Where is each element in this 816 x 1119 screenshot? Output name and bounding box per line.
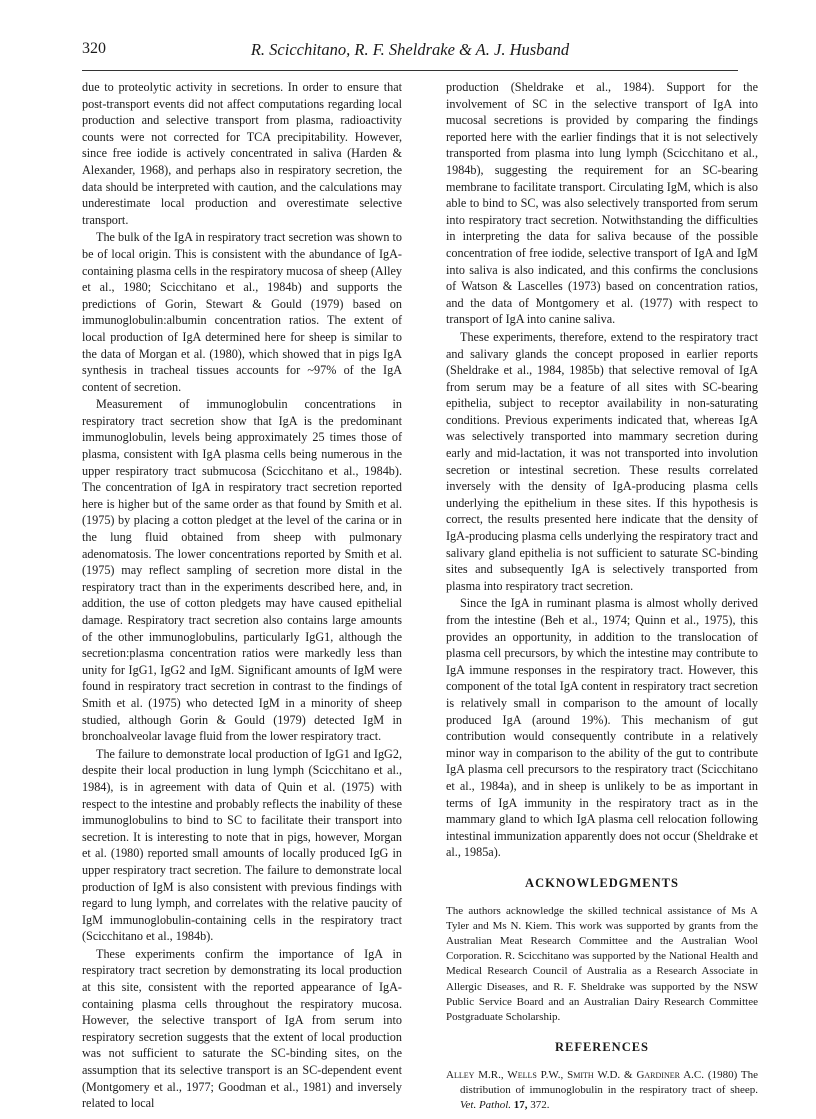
header-rule (82, 70, 738, 71)
running-head: R. Scicchitano, R. F. Sheldrake & A. J. Husband (250, 40, 570, 59)
reference-pages: 372. (530, 1099, 550, 1112)
acknowledgments-heading: ACKNOWLEDGMENTS (525, 875, 679, 890)
paragraph: Measurement of immunoglobulin concentrations in respiratory tract secretion show that IgA is the predominant immunoglobulin, levels being approximately 25 times those of plasma, consistent with IgA plasma cells being numerous in the upper respiratory tract submucosa (Scicchitano et al., 1984b). The concentration of IgA in respiratory tract secretion reported here is higher but of the same order as that found by Smith et al. (1975) by placing a cotton pledget at the level of the carina or in the lung fluid obtained from sheep with pulmonary adenomatosis. The lower concentrations reported by Smith et al. (1975) may reflect sampling of secretion more distal in the respiratory tract than in the experiments described here, and, in addition, the use of cotton pledgets may have caused epithelial damage. Respiratory tract secretion also contains large amounts of the other immunoglobulins, particularly IgG1, although the secretion:plasma concentration ratios were markedly less than unity for IgG1, IgG2 and IgM. Significant amounts of IgM were found in respiratory tract secretion in contrast to the findings of Smith et al. (1975) who detected IgM in a minority of sheep studied, although Gorin & Gould (1979) detected IgM in bronchoalveolar lavage fluid from the lower respiratory tract. (82, 397, 402, 744)
paragraph: due to proteolytic activity in secretions. In order to ensure that post-transport events did not affect computations regarding local production and selective transport from plasma, radioactivity counts were not corrected for TCA precipitability. However, since free iodide is actively concentrated in saliva (Harden & Alexander, 1968), and perhaps also in respiratory secretion, the data should be interpreted with caution, and the calculations may underestimate local production and overestimate selective transport. (82, 80, 402, 227)
paragraph: The bulk of the IgA in respiratory tract secretion was shown to be of local origin. This is consistent with the abundance of IgA-containing plasma cells in the respiratory mucosa of sheep (Alley et al., 1980; Scicchitano et al., 1984b) and supports the predictions of Gorin, Stewart & Gould (1979) based on immunoglobulin:albumin concentration ratios. The extent of local production of IgA determined here for sheep is similar to the data of Morgan et al. (1980), which showed that in pigs IgA synthesis in tracheal tissues accounts for ~97% of the IgA content of secretion. (82, 230, 402, 394)
reference-authors: Alley M.R., Wells P.W., Smith W.D. & Gardiner A.C. (446, 1068, 705, 1081)
paragraph: production (Sheldrake et al., 1984). Support for the involvement of SC in the selective transport of IgA into mucosal secretions is provided by comparing the findings reported here with the earlier findings that it is not selectively transported from plasma into lung lymph (Scicchitano et al., 1984b), suggesting the requirement for an SC-bearing membrane to facilitate transport. Circulating IgM, which is also able to bind to SC, was also selectively transported from serum into respiratory tract secretion. Notwithstanding the difficulties in interpreting the data for saliva because of the possible concentration of free iodide, selective transport of IgA and IgM into saliva is also indicated, and this confirms the conclusions of Watson & Lascelles (1973) based on concentration ratios, and the data of Montgomery et al. (1977) with respect to transport of IgA into canine saliva. (446, 80, 758, 327)
right-column (446, 79, 758, 1113)
acknowledgments-text: The authors acknowledge the skilled technical assistance of Ms A Tyler and Ms N. Kiem. This work was supported by grants from the Australian Meat Research Committee and the Australian Wool Corporation. R. Scicchitano was supported by the National Health and Medical Research Council of Australia as a Research Associate in Allergic Diseases, and R. F. Sheldrake was supported by the NSW Public Service Board and an Australian Dairy Research Committee Postgraduate Scholarship. (446, 904, 758, 1023)
reference-volume: 17, (513, 1099, 528, 1112)
page-number: 320 (82, 40, 106, 57)
reference-title: (1980) The distribution of immunoglobulin in the respiratory tract of sheep. (460, 1068, 759, 1096)
paragraph: Since the IgA in ruminant plasma is almost wholly derived from the intestine (Beh et al., 1974; Quinn et al., 1975), this provides an opportunity, in addition to the translocation of plasma cell precursors, by which the intestine may contribute to IgA immune responses in the respiratory tract. However, this component of the total IgA content in respiratory tract secretion is relatively small in comparison to the amount of locally produced IgA (around 19%). This mechanism of gut contribution would consequently contribute in a relatively minor way in comparison to the ability of the gut to contribute IgA plasma cell precursors to the respiratory tract (Scicchitano et al., 1984a), and in sheep is unlikely to be as important in terms of IgA immunity in the respiratory tract as in the mammary gland to which IgA plasma cell relocation following intestinal immunization apparently does not occur (Sheldrake et al., 1985a). (446, 596, 758, 860)
paragraph: The failure to demonstrate local production of IgG1 and IgG2, despite their local production in lung lymph (Scicchitano et al., 1984), is in agreement with data of Quin et al. (1975) with respect to the intestine and probably reflects the inability of these immunoglobulins to bind to SC to facilitate their transport into secretion. It is interesting to note that in pigs, however, Morgan et al. (1980) reported small amounts of locally produced IgG in upper respiratory tract secretion. The failure to demonstrate local production of IgM is also consistent with previous findings with regard to lung lymph, and correlates with the relative paucity of IgM immunoglobulin-containing cells in the respiratory tract (Scicchitano et al., 1984b). (82, 746, 402, 944)
reference-journal: Vet. Pathol. (460, 1099, 512, 1112)
references-heading: REFERENCES (554, 1040, 650, 1055)
page-header (82, 40, 738, 64)
left-column (82, 79, 402, 1112)
reference-entry (446, 1068, 758, 1114)
paragraph: These experiments confirm the importance of IgA in respiratory tract secretion by demonstrating its local production at this site, consistent with the reported appearance of IgA-containing plasma cells throughout the respiratory mucosa. However, the selective transport of IgA from serum into respiratory secretion suggests that the extent of local production was not sufficient to saturate the SC-binding sites, on the assumption that its selective transport is an SC-dependent event (Montgomery et al., 1977; Goodman et al., 1981) and inversely related to local (82, 946, 402, 1111)
paragraph: These experiments, therefore, extend to the respiratory tract and salivary glands the concept proposed in earlier reports (Sheldrake et al., 1984, 1985b) that selective removal of IgA from serum may be a feature of all sites with SC-bearing epithelia, subject to receptor availability in non-saturating conditions. Previous experiments indicated that, whereas IgA was selectively transported into mammary secretion during early and mid-lactation, it was not transported into involution secretion or intestinal secretion. These results correlated inversely with the density of IgA-producing plasma cells underlying the epithelium in these sites. If this hypothesis is correct, the results presented here indicate that the density of IgA-producing plasma cells underlying the respiratory tract and salivary gland epithelia is not sufficient to saturate SC-binding sites and subsequently IgA is selectively transported from plasma into respiratory tract secretion. (446, 329, 758, 593)
